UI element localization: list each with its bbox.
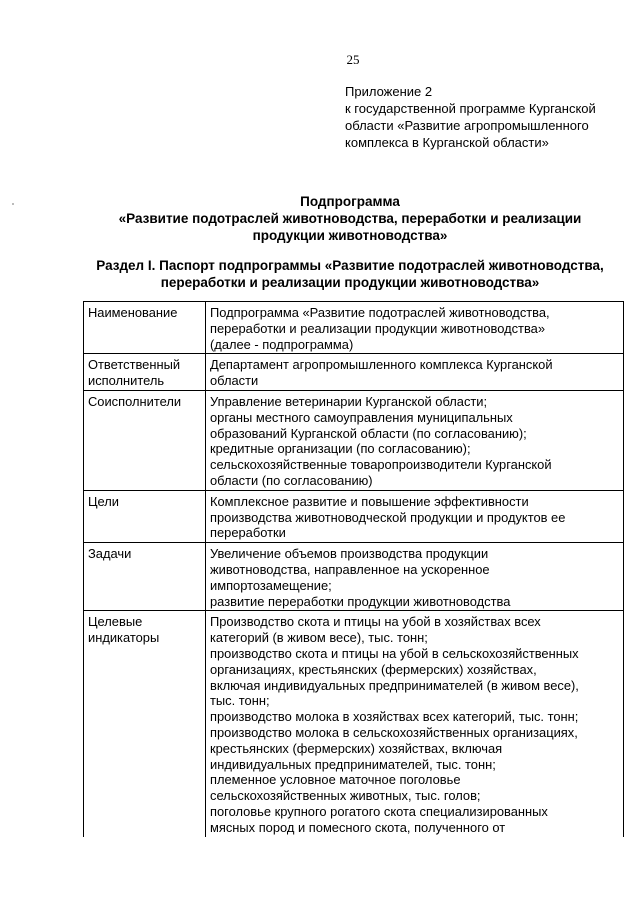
row-value-line: крестьянских (фермерских) хозяйствах, включая	[210, 740, 503, 756]
passport-table	[83, 301, 624, 837]
appendix-line: Приложение 2	[345, 84, 433, 99]
row-value-line: образований Курганской области (по согласованию);	[210, 425, 527, 441]
row-label-line: Соисполнители	[88, 393, 182, 409]
row-label-cell	[84, 543, 206, 611]
row-value-line: включая индивидуальных предпринимателей (в живом весе),	[210, 677, 579, 693]
section-heading-line: переработки и реализации продукции животноводства»	[160, 275, 540, 290]
section-heading-line: Раздел I. Паспорт подпрограммы «Развитие подотраслей животноводства,	[96, 258, 604, 273]
row-value-line: поголовье крупного рогатого скота специализированных	[210, 803, 548, 819]
row-value-cell	[206, 611, 624, 837]
title-line: продукции животноводства»	[252, 228, 448, 243]
subprogram-title	[80, 193, 620, 244]
row-value-line: производства животноводческой продукции и продуктов ее	[210, 509, 566, 525]
passport-row	[84, 490, 624, 542]
row-label-line: Цели	[88, 493, 119, 509]
passport-row	[84, 354, 624, 391]
passport-row	[84, 390, 624, 490]
row-label-line: Целевые	[88, 614, 143, 630]
row-label-cell	[84, 354, 206, 391]
passport-row	[84, 302, 624, 354]
row-value-line: тыс. тонн;	[210, 693, 270, 709]
row-value-line: Подпрограмма «Развитие подотраслей животноводства,	[210, 305, 550, 320]
row-value-line: Комплексное развитие и повышение эффективности	[210, 493, 529, 509]
row-value-line: племенное условное маточное поголовье	[210, 772, 461, 788]
row-value-line: Управление ветеринарии Курганской области;	[210, 393, 488, 409]
row-value-line: Увеличение объемов производства продукции	[210, 546, 489, 562]
row-value-cell	[206, 390, 624, 490]
row-value-line: производство скота и птицы на убой в сельскохозяйственных	[210, 645, 579, 661]
row-label-cell	[84, 611, 206, 837]
row-value-line: сельскохозяйственных животных, тыс. голов;	[210, 788, 481, 804]
row-value-line: животноводства, направленное на ускоренное	[210, 561, 490, 577]
row-value-line: переработки и реализации продукции животноводства»	[210, 320, 545, 336]
row-label-line: Ответственный	[88, 357, 181, 373]
appendix-line: комплекса в Курганской области»	[345, 135, 549, 150]
scan-speck	[12, 203, 14, 205]
row-value-line: производство молока в сельскохозяйственных организациях,	[210, 724, 578, 740]
row-value-cell	[206, 543, 624, 611]
row-value-line: производство молока в хозяйствах всех категорий, тыс. тонн;	[210, 709, 579, 725]
appendix-line: области «Развитие агропромышленного	[345, 118, 589, 133]
row-value-line: органы местного самоуправления муниципальных	[210, 409, 513, 425]
section-heading	[80, 257, 620, 291]
row-label-cell	[84, 302, 206, 354]
row-value-line: импортозамещение;	[210, 577, 332, 593]
row-value-cell	[206, 490, 624, 542]
title-line: «Развитие подотраслей животноводства, переработки и реализации	[118, 211, 582, 226]
row-label-line: исполнитель	[88, 373, 165, 389]
row-value-line: индивидуальных предпринимателей, тыс. тонн;	[210, 756, 496, 772]
row-value-line: организациях, крестьянских (фермерских) хозяйствах,	[210, 661, 537, 677]
row-label-line: индикаторы	[88, 630, 160, 646]
row-value-line: мясных пород и помесного скота, полученного от	[210, 819, 506, 835]
row-value-line: сельскохозяйственные товаропроизводители Курганской	[210, 457, 552, 473]
row-label-cell	[84, 390, 206, 490]
row-value-line: кредитные организации (по согласованию);	[210, 441, 471, 457]
page-number: 25	[346, 52, 360, 67]
row-label-cell	[84, 490, 206, 542]
title-line: Подпрограмма	[300, 194, 400, 209]
row-label-line: Наименование	[88, 305, 178, 320]
row-value-line: Департамент агропромышленного комплекса Курганской	[210, 357, 553, 373]
row-value-line: развитие переработки продукции животноводства	[210, 593, 511, 609]
passport-row	[84, 543, 624, 611]
row-value-line: категорий (в живом весе), тыс. тонн;	[210, 630, 428, 646]
row-value-line: Производство скота и птицы на убой в хозяйствах всех	[210, 614, 541, 630]
row-value-line: области	[210, 373, 259, 389]
row-value-line: переработки	[210, 525, 286, 541]
row-value-cell	[206, 354, 624, 391]
row-label-line: Задачи	[88, 546, 132, 562]
appendix-note	[345, 83, 635, 151]
row-value-line: (далее - подпрограмма)	[210, 336, 354, 352]
row-value-line: области (по согласованию)	[210, 472, 373, 488]
row-value-cell	[206, 302, 624, 354]
passport-table-body	[84, 302, 624, 837]
appendix-line: к государственной программе Курганской	[345, 101, 596, 116]
passport-row	[84, 611, 624, 837]
